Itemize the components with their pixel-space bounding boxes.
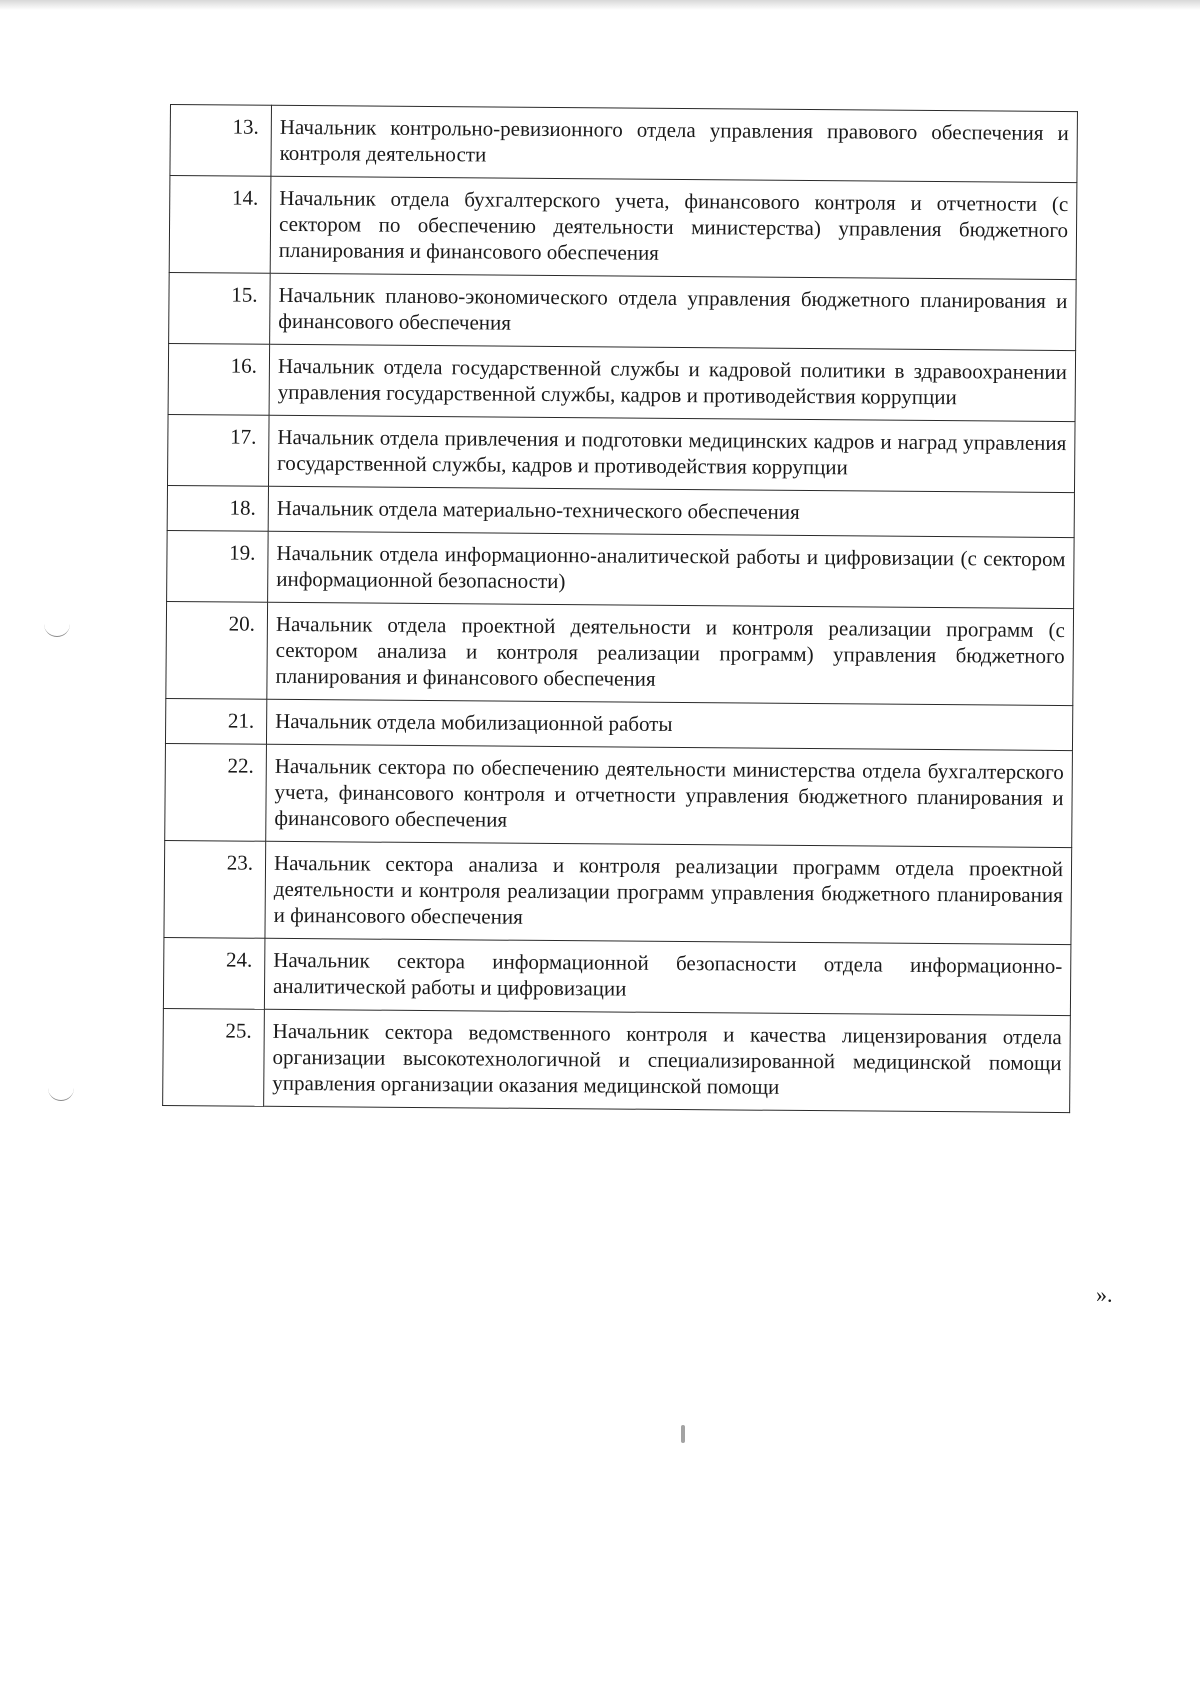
row-position-title: Начальник сектора анализа и контроля реализации программ отдела проектной деятельности и контроля реализации программ управления бюджетного планирования и финансового обеспечения: [265, 841, 1072, 944]
row-number: 24.: [163, 937, 265, 1009]
table-row: [166, 601, 1074, 705]
row-position-title: Начальник отдела мобилизационной работы: [266, 699, 1072, 750]
punch-hole-mark: [44, 610, 70, 637]
row-number: 16.: [168, 343, 270, 415]
row-number: 25.: [163, 1008, 265, 1106]
table-row: [165, 743, 1073, 847]
row-number: 19.: [167, 530, 269, 602]
table-row: [168, 343, 1076, 421]
row-position-title: Начальник отдела материально-технического обеспечения: [268, 486, 1074, 537]
table-row: [168, 414, 1076, 492]
table-row: [167, 530, 1075, 608]
row-position-title: Начальник отдела государственной службы и кадровой политики в здравоохранении управления государственной службы, кадров и противодействия коррупции: [269, 344, 1076, 421]
row-number: 14.: [169, 176, 271, 274]
row-position-title: Начальник сектора по обеспечению деятельности министерства отдела бухгалтерского учета, финансового контроля и отчетности управления бюджетного планирования и финансового обеспечения: [266, 744, 1073, 847]
punch-hole-mark: [48, 1074, 74, 1101]
table-row: [163, 1008, 1071, 1112]
row-number: 17.: [168, 414, 270, 486]
table-row: [170, 105, 1078, 183]
table-row: [169, 272, 1077, 350]
row-position-title: Начальник планово-экономического отдела управления бюджетного планирования и финансового обеспечения: [270, 273, 1077, 350]
row-position-title: Начальник отдела проектной деятельности и контроля реализации программ (с сектором анализа и контроля реализации программ) управления бюджетного планирования и финансового обеспечения: [267, 602, 1074, 705]
table-row: [167, 485, 1074, 537]
table-row: [169, 176, 1077, 280]
positions-table: [162, 104, 1078, 1113]
closing-quote-mark: ».: [1096, 1282, 1113, 1307]
row-number: 23.: [164, 840, 266, 938]
row-position-title: Начальник сектора ведомственного контроля и качества лицензирования отдела организации высокотехнологичной и специализированной медицинской помощи управления организации оказания медицинской помощи: [264, 1009, 1071, 1112]
row-position-title: Начальник отдела привлечения и подготовки медицинских кадров и наград управления государственной службы, кадров и противодействия коррупции: [269, 415, 1076, 492]
row-position-title: Начальник сектора информационной безопасности отдела информационно-аналитической работы и цифровизации: [264, 938, 1071, 1015]
row-number: 18.: [167, 485, 268, 531]
row-position-title: Начальник контрольно-ревизионного отдела управления правового обеспечения и контроля деятельности: [271, 105, 1078, 182]
row-number: 13.: [170, 105, 272, 177]
row-number: 21.: [165, 698, 266, 744]
table-row: [165, 698, 1072, 750]
row-position-title: Начальник отдела информационно-аналитической работы и цифровизации (с сектором информационной безопасности): [268, 531, 1075, 608]
scan-edge-shadow: [0, 0, 1200, 10]
table-row: [163, 937, 1071, 1015]
row-number: 20.: [166, 601, 268, 699]
scan-speck: [681, 1425, 685, 1443]
row-position-title: Начальник отдела бухгалтерского учета, финансового контроля и отчетности (с сектором по обеспечению деятельности министерства) управления бюджетного планирования и финансового обеспечения: [270, 176, 1077, 279]
row-number: 15.: [169, 272, 271, 344]
row-number: 22.: [165, 743, 267, 841]
table-row: [164, 840, 1072, 944]
